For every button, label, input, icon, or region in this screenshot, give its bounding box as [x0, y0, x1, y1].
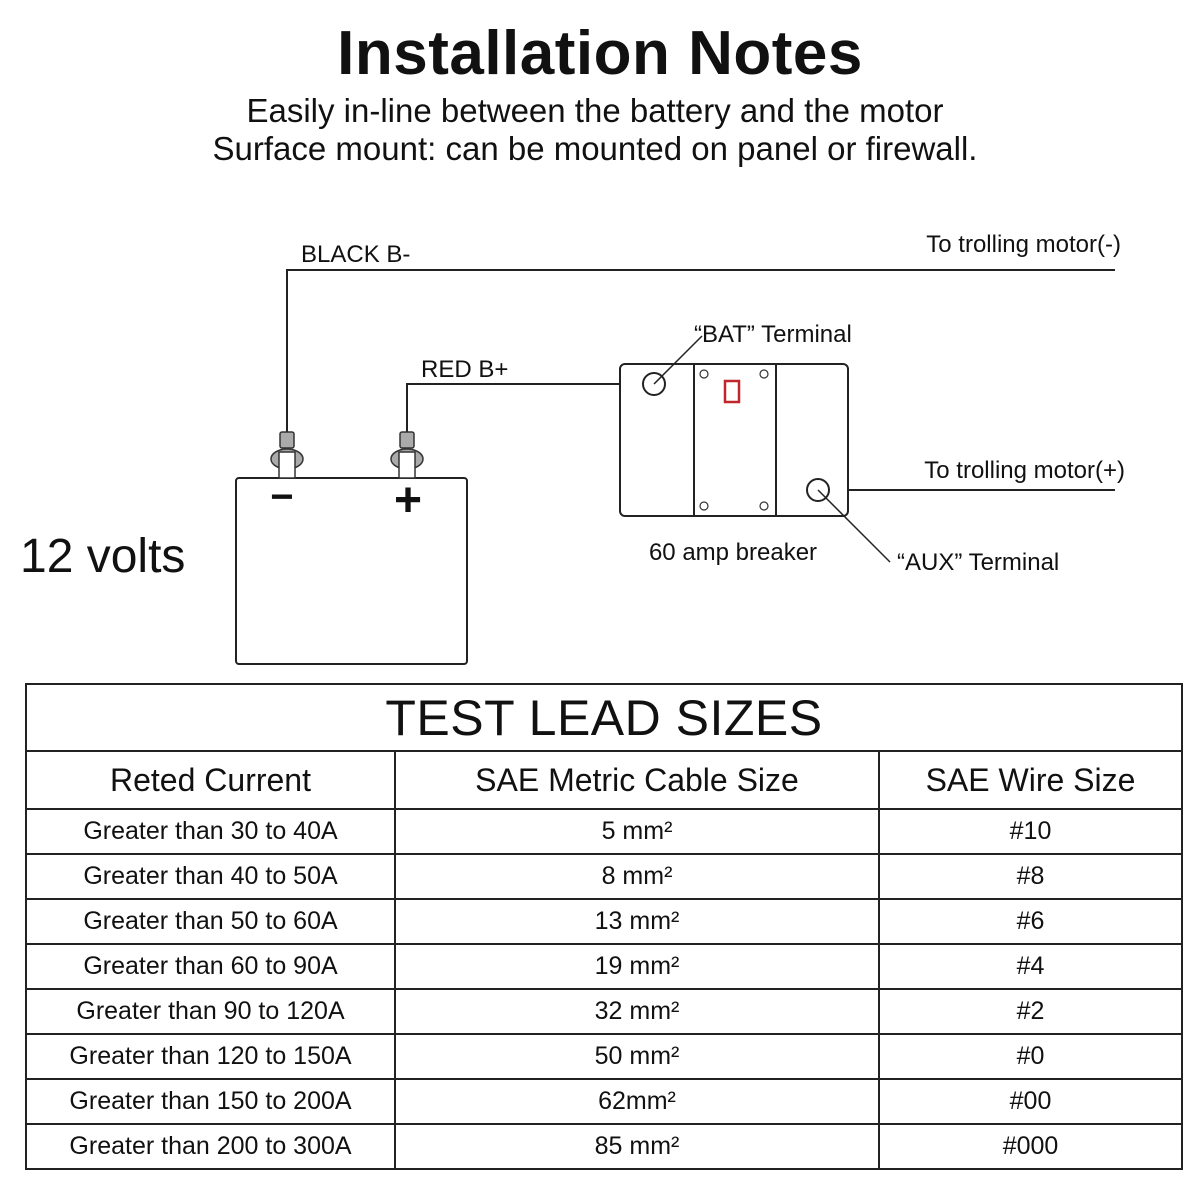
current-cell: Greater than 60 to 90A — [26, 944, 395, 989]
table-row — [26, 1124, 1182, 1169]
metric-size-cell: 8 mm² — [395, 854, 879, 899]
wire-size-cell: #0 — [879, 1034, 1182, 1079]
table-row — [26, 989, 1182, 1034]
table-row — [26, 899, 1182, 944]
metric-size-cell: 62mm² — [395, 1079, 879, 1124]
page-title: Installation Notes — [337, 19, 863, 88]
metric-size-cell: 32 mm² — [395, 989, 879, 1034]
column-header-current: Reted Current — [26, 751, 395, 809]
wire-size-cell: #6 — [879, 899, 1182, 944]
table-row — [26, 944, 1182, 989]
current-cell: Greater than 120 to 150A — [26, 1034, 395, 1079]
wire-size-cell: #10 — [879, 809, 1182, 854]
voltage-label: 12 volts — [20, 530, 186, 583]
wire-size-cell: #00 — [879, 1079, 1182, 1124]
positive-post-icon — [391, 432, 423, 478]
black-lead-label: BLACK B- — [301, 241, 411, 268]
metric-size-cell: 5 mm² — [395, 809, 879, 854]
bat-terminal-label: “BAT” Terminal — [694, 321, 852, 348]
table-row — [26, 1034, 1182, 1079]
battery-positive-symbol: + — [393, 474, 423, 527]
metric-size-cell: 13 mm² — [395, 899, 879, 944]
motor-negative-label: To trolling motor(-) — [926, 231, 1121, 258]
wire-size-cell: #2 — [879, 989, 1182, 1034]
table-row — [26, 1079, 1182, 1124]
current-cell: Greater than 150 to 200A — [26, 1079, 395, 1124]
subtitle-line-2: Surface mount: can be mounted on panel or firewall. — [212, 130, 978, 167]
table-title: TEST LEAD SIZES — [26, 684, 1182, 751]
wire-size-cell: #8 — [879, 854, 1182, 899]
current-cell: Greater than 90 to 120A — [26, 989, 395, 1034]
current-cell: Greater than 40 to 50A — [26, 854, 395, 899]
table-row — [26, 854, 1182, 899]
column-header-metric-size: SAE Metric Cable Size — [395, 751, 879, 809]
aux-terminal-label: “AUX” Terminal — [897, 549, 1060, 576]
table-title-row — [26, 684, 1182, 751]
aux-callout-line — [818, 490, 890, 562]
metric-size-cell: 85 mm² — [395, 1124, 879, 1169]
table-row — [26, 809, 1182, 854]
current-cell: Greater than 30 to 40A — [26, 809, 395, 854]
breaker-label: 60 amp breaker — [648, 539, 818, 566]
wire-size-cell: #4 — [879, 944, 1182, 989]
red-wire — [407, 384, 654, 435]
current-cell: Greater than 200 to 300A — [26, 1124, 395, 1169]
current-cell: Greater than 50 to 60A — [26, 899, 395, 944]
column-header-wire-size: SAE Wire Size — [879, 751, 1182, 809]
red-lead-label: RED B+ — [421, 356, 509, 383]
table-header-row — [26, 751, 1182, 809]
metric-size-cell: 19 mm² — [395, 944, 879, 989]
metric-size-cell: 50 mm² — [395, 1034, 879, 1079]
negative-post-icon — [271, 432, 303, 478]
battery-negative-symbol: − — [270, 475, 294, 519]
motor-positive-label: To trolling motor(+) — [924, 457, 1125, 484]
wire-size-cell: #000 — [879, 1124, 1182, 1169]
test-lead-sizes-table — [25, 683, 1183, 1170]
subtitle-line-1: Easily in-line between the battery and the motor — [246, 92, 944, 129]
